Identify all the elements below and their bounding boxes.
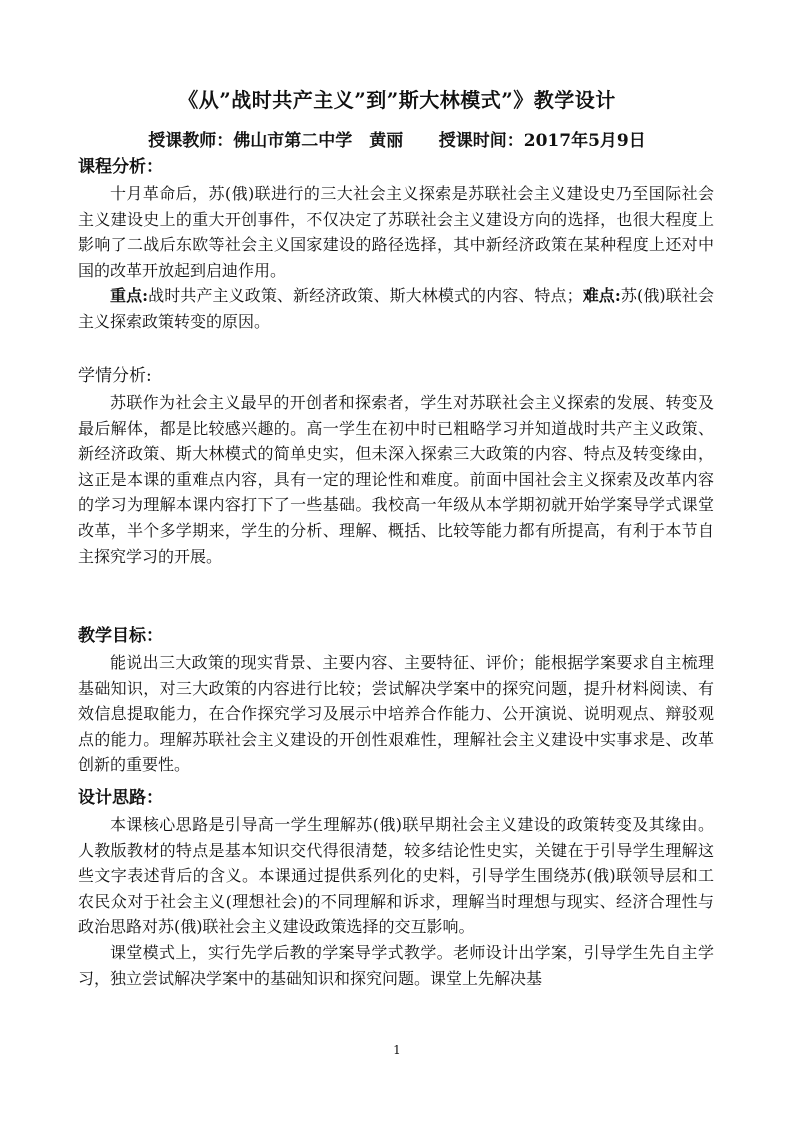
key-points-paragraph <box>78 283 714 334</box>
design-ideas-section <box>78 784 714 991</box>
course-analysis-heading: 课程分析： <box>78 157 163 177</box>
design-ideas-paragraph-2: 课堂模式上，实行先学后教的学案导学式教学。老师设计出学案，引导学生先自主学习，独立尝试解决学案中的基础知识和探究问题。课堂上先解决基 <box>78 942 714 988</box>
difficulty-label: 难点: <box>582 286 621 306</box>
difficulty-text: 苏(俄)联社会主义探索政策转变的原因。 <box>78 286 714 331</box>
key-points-text: 战时共产主义政策、新经济政策、斯大林模式的内容、特点； <box>148 286 583 306</box>
student-analysis-heading: 学情分析: <box>78 366 152 386</box>
student-analysis-paragraph: 苏联作为社会主义最早的开创者和探索者，学生对苏联社会主义探索的发展、转变及最后解体，都是比较感兴趣的。高一学生在初中时已粗略学习并知道战时共产主义政策、新经济政策、斯大林模式的简单史实，但未深入探索三大政策的内容、特点及转变缘由，这正是本课的重难点内容，具有一定的理论性和难度。前面中国社会主义探索及改革内容的学习为理解本课内容打下了一些基础。我校高一年级从本学期初就开始学案导学式课堂改革，半个多学期来，学生的分析、理解、概括、比较等能力都有所提高，有利于本节自主探究学习的开展。 <box>78 393 714 566</box>
lesson-date: 2017年5月9日 <box>523 131 646 151</box>
course-analysis-paragraph: 十月革命后，苏(俄)联进行的三大社会主义探索是苏联社会主义建设史乃至国际社会主义建设史上的重大开创事件，不仅决定了苏联社会主义建设方向的选择，也很大程度上影响了二战后东欧等社会主义国家建设的路径选择，其中新经济政策在某种程度上还对中国的改革开放起到启迪作用。 <box>78 184 714 280</box>
teaching-goals-section <box>78 622 714 778</box>
time-label: 授课时间： <box>438 131 524 151</box>
page-number: 1 <box>393 1043 401 1057</box>
teacher-label: 授课教师： <box>148 131 234 151</box>
key-points-label: 重点: <box>110 286 149 306</box>
design-ideas-heading: 设计思路： <box>78 788 163 808</box>
document-subtitle <box>0 126 794 151</box>
teaching-goals-heading: 教学目标： <box>78 626 163 646</box>
teaching-goals-paragraph: 能说出三大政策的现实背景、主要内容、主要特征、评价；能根据学案要求自主梳理基础知识，对三大政策的内容进行比较；尝试解决学案中的探究问题，提升材料阅读、有效信息提取能力，在合作探究学习及展示中培养合作能力、公开演说、说明观点、辩驳观点的能力。理解苏联社会主义建设的开创性艰难性，理解社会主义建设中实事求是、改革创新的重要性。 <box>78 653 714 775</box>
student-analysis-section <box>78 362 714 569</box>
course-analysis-section <box>78 153 714 335</box>
teacher-name: 佛山市第二中学 黄丽 <box>233 131 404 151</box>
design-ideas-paragraph-1: 本课核心思路是引导高一学生理解苏(俄)联早期社会主义建设的政策转变及其缘由。人教版教材的特点是基本知识交代得很清楚，较多结论性史实，关键在于引导学生理解这些文字表述背后的含义。本课通过提供系列化的史料，引导学生围绕苏(俄)联领导层和工农民众对于社会主义(理想社会)的不同理解和诉求，理解当时理想与现实、经济合理性与政治思路对苏(俄)联社会主义建设政策选择的交互影响。 <box>78 815 714 937</box>
document-title: 《从”战时共产主义”到”斯大林模式”》教学设计 <box>178 88 616 112</box>
